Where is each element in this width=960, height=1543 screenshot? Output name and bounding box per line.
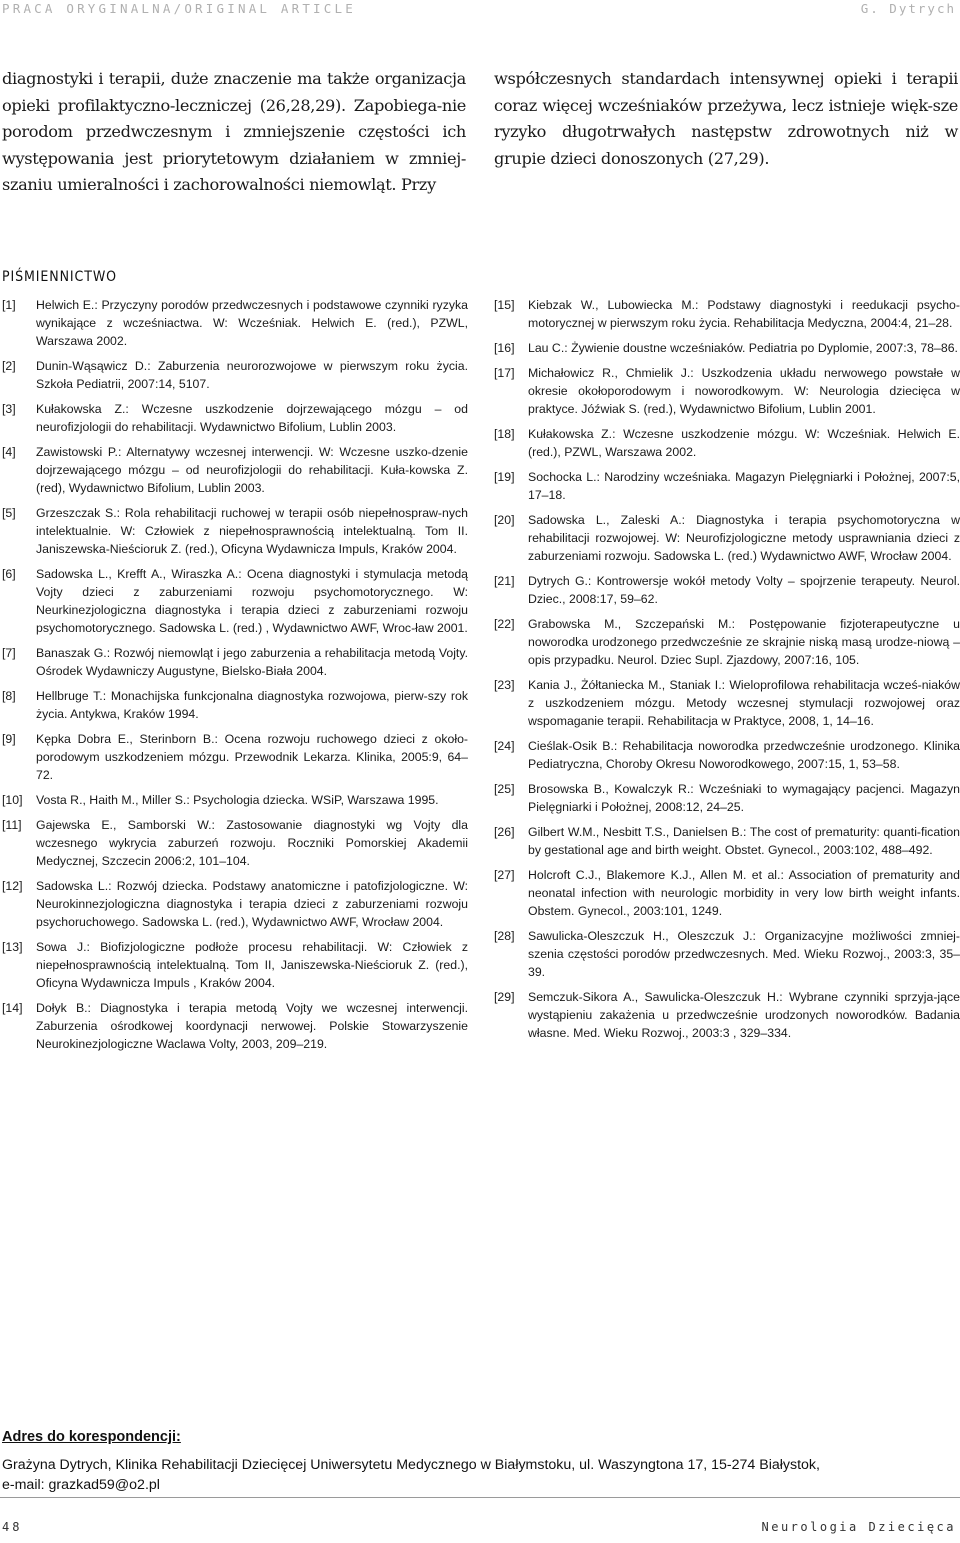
journal-name: Neurologia Dziecięca (761, 1520, 956, 1534)
reference-text: Holcroft C.J., Blakemore K.J., Allen M. et al.: Association of prematurity and neonatal infection with neurologic morbidity in very low birth weight infants. Obstem. Gynecol., 2003:101, 1249. (528, 868, 960, 918)
reference-text: Kania J., Żółtaniecka M., Staniak I.: Wieloprofilowa rehabilitacja wcześ-niaków z uszkodzeniem mózgu. Metody wczesnej stymulacji rozwojowej oraz wspomaganie terapii. Rehabilitacja w Praktyce, 2008, 1, 14–16. (528, 678, 960, 728)
reference-text: Cieślak-Osik B.: Rehabilitacja noworodka przedwcześnie urodzonego. Klinika Pediatryczna, Choroby Okresu Noworodkowego, 2007:15, 1, 53–58. (528, 739, 960, 771)
reference-item (2, 357, 468, 393)
reference-text: Sadowska L., Zaleski A.: Diagnostyka i terapia psychomotoryczna w rehabilitacji rozwojowej. W: Neurofizjologiczne metody usprawniania dzieci z zaburzeniami rozwoju. Sadowska L. (red.) Wydawnictwo AWF, Wrocław 2004. (528, 513, 960, 563)
reference-item (2, 400, 468, 436)
reference-item (494, 364, 960, 418)
reference-text: Dytrych G.: Kontrowersje wokół metody Volty – spojrzenie terapeuty. Neurol. Dziec., 2008:17, 59–62. (528, 574, 960, 606)
reference-number: [27] (494, 868, 515, 882)
reference-number: [11] (2, 818, 22, 832)
reference-text: Hellbruge T.: Monachijska funkcjonalna diagnostyka rozwojowa, pierw-szy rok życia. Antykwa, Kraków 1994. (36, 689, 468, 721)
reference-number: [3] (2, 402, 16, 416)
reference-item (2, 296, 468, 350)
reference-number: [10] (2, 793, 23, 807)
running-header-section: PRACA ORYGINALNA/ORIGINAL ARTICLE (2, 1, 356, 16)
reference-item (2, 730, 468, 784)
reference-number: [28] (494, 929, 515, 943)
reference-item (494, 737, 960, 773)
reference-number: [6] (2, 567, 16, 581)
reference-text: Michałowicz R., Chmielik J.: Uszkodzenia układu nerwowego powstałe w okresie okołoporodowym i noworodkowym. W: Neurologia dziecięca w praktyce. Jóźwiak S. (red.), Wydawnictwo Bifolium, Lublin 2001. (528, 366, 960, 416)
reference-text: Kułakowska Z.: Wczesne uszkodzenie mózgu. W: Wcześniak. Helwich E. (red.), PZWL, Warszawa 2002. (528, 427, 960, 459)
reference-number: [17] (494, 366, 515, 380)
reference-number: [20] (494, 513, 515, 527)
reference-number: [4] (2, 445, 16, 459)
reference-text: Gajewska E., Samborski W.: Zastosowanie diagnostyki wg Vojty dla wczesnego wykrycia zaburzeń rozwoju. Roczniki Pomorskiej Akademii Medycznej, Szczecin 2006:2, 101–104. (36, 818, 468, 868)
reference-text: Brosowska B., Kowalczyk R.: Wcześniaki to wymagający pacjenci. Magazyn Pielęgniarki i Położnej, 2008:12, 24–25. (528, 782, 960, 814)
reference-item (494, 296, 960, 332)
running-header-author: G. Dytrych (860, 1, 956, 16)
reference-text: Semczuk-Sikora A., Sawulicka-Oleszczuk H.: Wybrane czynniki sprzyja-jące wystąpieniu zakażenia u przedwcześnie urodzonych noworodków. Badania własne. Med. Wieku Rozwoj., 2003:3 , 329–334. (528, 990, 960, 1040)
reference-item (494, 615, 960, 669)
reference-text: Dołyk B.: Diagnostyka i terapia metodą Vojty we wczesnej interwencji. Zaburzenia ośrodkowej koordynacji nerwowej. Polskie Stowarzyszenie Neurokinezjologiczne Waclawa Volty, 2003, 209–219. (36, 1001, 468, 1051)
reference-number: [5] (2, 506, 16, 520)
page-number: 48 (2, 1520, 23, 1534)
reference-number: [19] (494, 470, 515, 484)
reference-item (494, 511, 960, 565)
reference-item (2, 504, 468, 558)
references-heading: PIŚMIENNICTWO (2, 269, 118, 285)
reference-number: [29] (494, 990, 515, 1004)
reference-text: Banaszak G.: Rozwój niemowląt i jego zaburzenia a rehabilitacja metodą Vojty. Ośrodek Wydawniczy Augustyne, Bielsko-Biała 2004. (36, 646, 468, 678)
reference-number: [16] (494, 341, 515, 355)
reference-text: Zawistowski P.: Alternatywy wczesnej interwencji. W: Wczesne uszko-dzenie dojrzewającego mózgu – od neurofizjologii do rehabilitacji. Kuła-kowska Z. (red), Wydawnictwo Bifolium, Lublin 2003. (36, 445, 468, 495)
reference-item (494, 866, 960, 920)
reference-number: [18] (494, 427, 515, 441)
reference-item (494, 425, 960, 461)
reference-number: [8] (2, 689, 16, 703)
reference-number: [22] (494, 617, 515, 631)
reference-item (494, 572, 960, 608)
reference-item (2, 999, 468, 1053)
reference-text: Sochocka L.: Narodziny wcześniaka. Magazyn Pielęgniarki i Położnej, 2007:5, 17–18. (528, 470, 960, 502)
reference-item (2, 687, 468, 723)
reference-number: [15] (494, 298, 515, 312)
correspondence-address (2, 1455, 957, 1495)
reference-item (2, 816, 468, 870)
reference-text: Helwich E.: Przyczyny porodów przedwczesnych i podstawowe czynniki ryzyka wynikające z wcześniactwa. W: Wcześniak. Helwich E. (red.), PZWL, Warszawa 2002. (36, 298, 468, 348)
references-column-right (494, 296, 960, 1049)
correspondence-heading: Adres do korespondencji: (2, 1429, 181, 1445)
reference-text: Sowa J.: Biofizjologiczne podłoże procesu rehabilitacji. W: Człowiek z niepełnosprawnością intelektualną. Tom II, Janiszewska-Nieścioruk Z. (red.), Oficyna Wydawnicza Impuls , Kraków 2004. (36, 940, 468, 990)
references-column-left (2, 296, 468, 1060)
reference-number: [9] (2, 732, 16, 746)
reference-number: [12] (2, 879, 23, 893)
reference-number: [1] (2, 298, 16, 312)
reference-item (2, 565, 468, 637)
reference-text: Grzeszczak S.: Rola rehabilitacji ruchowej w terapii osób niepełnospraw-nych intelektualnie. W: Człowiek z niepełnosprawnością intelektualną. Tom II. Janiszewska-Nieścioruk Z. (red.), Oficyna Wydawnicza Impuls, Kraków 2004. (36, 506, 468, 556)
reference-item (494, 988, 960, 1042)
reference-text: Kułakowska Z.: Wczesne uszkodzenie dojrzewającego mózgu – od neurofizjologii do rehabilitacji. Wydawnictwo Bifolium, Lublin 2003. (36, 402, 468, 434)
reference-number: [21] (494, 574, 515, 588)
reference-item (494, 823, 960, 859)
body-paragraph-right: współczesnych standardach intensywnej opieki i terapii coraz więcej wcześniaków przeżywa, lecz istnieje więk-sze ryzyko długotrwałych następstw zdrowotnych niż w grupie dzieci donoszonych (27,29). (494, 69, 958, 168)
reference-number: [2] (2, 359, 16, 373)
reference-item (2, 938, 468, 992)
reference-item (494, 339, 960, 357)
reference-item (2, 791, 468, 809)
reference-text: Kępka Dobra E., Sterinborn B.: Ocena rozwoju ruchowego dzieci z około-porodowym uszkodzeniem mózgu. Przewodnik Lekarza. Klinika, 2005:9, 64–72. (36, 732, 468, 782)
reference-item (2, 877, 468, 931)
reference-item (494, 468, 960, 504)
reference-number: [14] (2, 1001, 23, 1015)
reference-text: Sawulicka-Oleszczuk H., Oleszczuk J.: Organizacyjne możliwości zmniej-szenia częstości porodów przedwczesnych. Med. Wieku Rozwoj., 2003:3, 35–39. (528, 929, 960, 979)
reference-text: Sadowska L., Krefft A., Wiraszka A.: Ocena diagnostyki i stymulacja metodą Vojty dzieci z zaburzeniami rozwoju psychomotorycznego. W: Neurkinezjologiczna diagnostyka i terapia dzieci z zaburzeniami rozwoju psychomotorycznego. Sadowska L. (red.) , Wydawnictwo AWF, Wroc-ław 2001. (36, 567, 468, 635)
reference-number: [25] (494, 782, 515, 796)
reference-text: Vosta R., Haith M., Miller S.: Psychologia dziecka. WSiP, Warszawa 1995. (36, 793, 439, 807)
reference-item (494, 676, 960, 730)
reference-text: Dunin-Wąsąwicz D.: Zaburzenia neurorozwojowe w pierwszym roku życia. Szkoła Pediatrii, 2007:14, 5107. (36, 359, 468, 391)
reference-number: [23] (494, 678, 515, 692)
reference-text: Kiebzak W., Lubowiecka M.: Podstawy diagnostyki i reedukacji psycho-motorycznej w pierwszym roku życia. Rehabilitacja Medyczna, 2004:4, 21–28. (528, 298, 960, 330)
reference-item (494, 780, 960, 816)
reference-number: [13] (2, 940, 23, 954)
reference-text: Lau C.: Żywienie doustne wcześniaków. Pediatria po Dyplomie, 2007:3, 78–86. (528, 341, 958, 355)
reference-item (2, 644, 468, 680)
reference-text: Gilbert W.M., Nesbitt T.S., Danielsen B.: The cost of prematurity: quanti-fication by gestational age and birth weight. Obstet. Gynecol., 2003:102, 488–492. (528, 825, 960, 857)
correspondence-email: e-mail: grazkad59@o2.pl (2, 1477, 160, 1493)
reference-item (2, 443, 468, 497)
reference-item (494, 927, 960, 981)
reference-number: [7] (2, 646, 16, 660)
footer-divider (0, 1497, 960, 1498)
reference-text: Grabowska M., Szczepański M.: Postępowanie fizjoterapeutyczne u noworodka urodzonego przedwcześnie ze skrajnie niską masą urodze-niową – opis przypadku. Neurol. Dziec Supl. Zjazdowy, 2007:16, 105. (528, 617, 960, 667)
reference-number: [26] (494, 825, 515, 839)
reference-number: [24] (494, 739, 515, 753)
correspondence-line-1: Grażyna Dytrych, Klinika Rehabilitacji Dziecięcej Uniwersytetu Medycznego w Białymstoku, ul. Waszyngtona 17, 15-274 Białystok, (2, 1457, 820, 1473)
reference-text: Sadowska L.: Rozwój dziecka. Podstawy anatomiczne i patofizjologiczne. W: Neurokinnezjologiczna diagnostyka i terapia dzieci z zaburzeniami rozwoju psychoruchowego. Sadowska L. (red.), Wydawnictwo AWF, Wrocław 2004. (36, 879, 468, 929)
body-paragraph-left: diagnostyki i terapii, duże znaczenie ma także organizacja opieki profilaktyczno-leczniczej (26,28,29). Zapobiega-nie porodom przedwczesnym i zmniejszenie częstości ich występowania jest priorytetowym działaniem w zmniej-szaniu umieralności i zachorowalności niemowląt. Przy (2, 69, 466, 194)
